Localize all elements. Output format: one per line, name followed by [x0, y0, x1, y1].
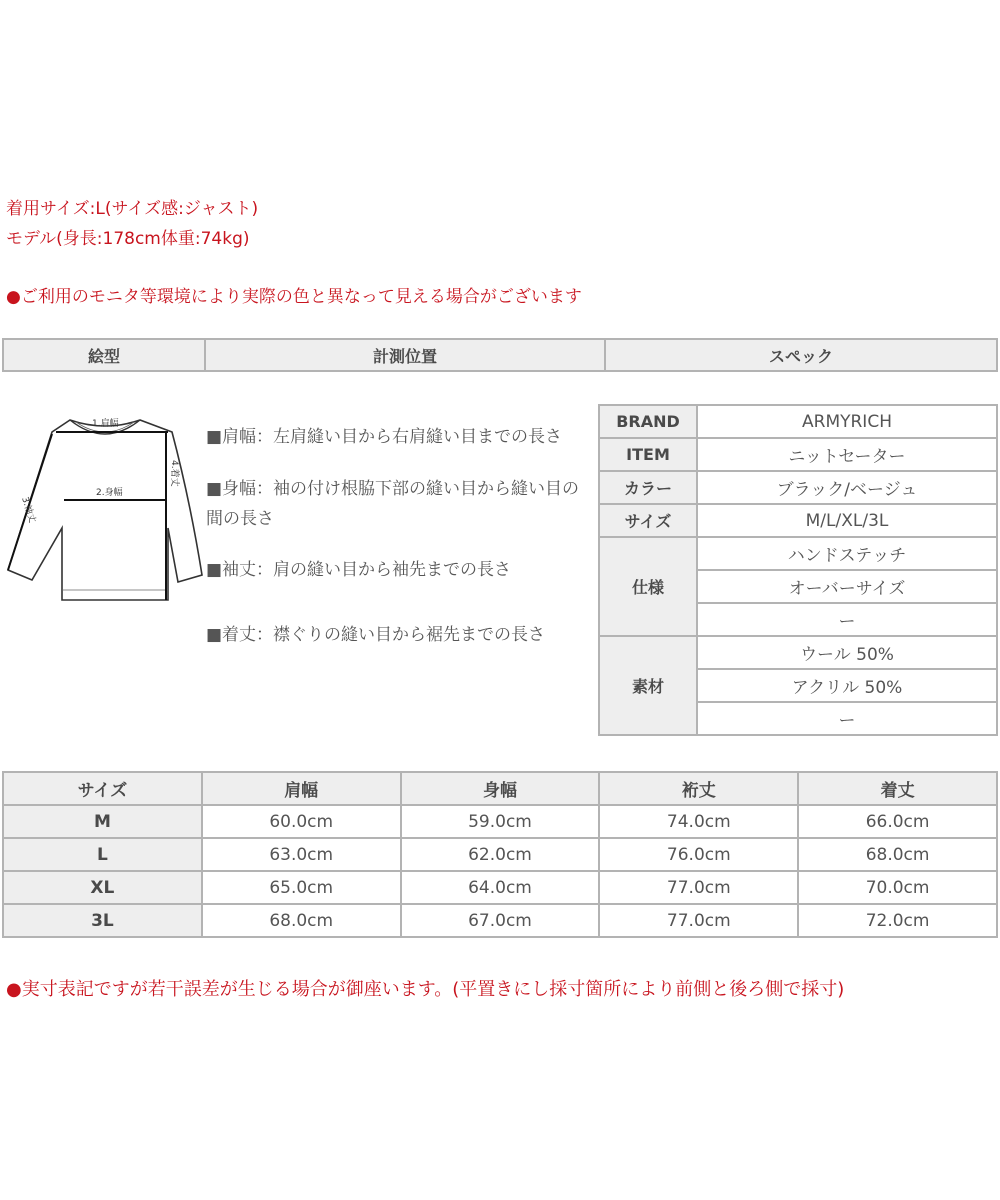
spec-feature-label: 仕様	[599, 537, 697, 636]
table-row	[3, 871, 997, 904]
spec-feature-value: ー	[697, 603, 997, 636]
size-cell: 70.0cm	[798, 871, 997, 904]
spec-color-label: カラー	[599, 471, 697, 504]
size-cell: 60.0cm	[202, 805, 401, 838]
spec-material-value: ウール 50%	[697, 636, 997, 669]
shoulder-label: 1.肩幅	[92, 419, 119, 429]
size-cell: 66.0cm	[798, 805, 997, 838]
size-table	[2, 771, 998, 938]
size-cell: 74.0cm	[599, 805, 798, 838]
size-cell: 68.0cm	[202, 904, 401, 937]
size-header: 身幅	[401, 772, 600, 805]
measure-warning: ●実寸表記ですが若干誤差が生じる場合が御座います。(平置きにし採寸箇所により前側と後ろ側で採寸)	[6, 979, 845, 1000]
header-position: 計測位置	[205, 339, 605, 371]
spec-brand-label: BRAND	[599, 405, 697, 438]
spec-material-label: 素材	[599, 636, 697, 735]
spec-row-size	[599, 504, 997, 537]
desc-shoulder: ■肩幅：左肩縫い目から右肩縫い目までの長さ	[206, 427, 563, 447]
model-body-note: モデル(身長:178cm体重:74kg)	[6, 229, 250, 249]
spec-color-value: ブラック/ベージュ	[697, 471, 997, 504]
header-spec: スペック	[605, 339, 997, 371]
spec-feature-value: ハンドステッチ	[697, 537, 997, 570]
size-table-header-row	[3, 772, 997, 805]
spec-size-label: サイズ	[599, 504, 697, 537]
spec-table	[598, 404, 998, 736]
size-cell: 62.0cm	[401, 838, 600, 871]
spec-row-material-1	[599, 636, 997, 669]
table-row	[3, 805, 997, 838]
desc-length: ■着丈：襟ぐりの縫い目から裾先までの長さ	[206, 625, 546, 645]
desc-sleeve: ■袖丈：肩の縫い目から袖先までの長さ	[206, 560, 512, 580]
sweater-outline	[8, 420, 202, 600]
spec-row-item	[599, 438, 997, 471]
spec-material-value: アクリル 50%	[697, 669, 997, 702]
spec-brand-value: ARMYRICH	[697, 405, 997, 438]
garment-diagram	[0, 410, 210, 615]
spec-row-feature-1	[599, 537, 997, 570]
sleeve-label: 3.袖丈	[19, 495, 37, 525]
spec-row-color	[599, 471, 997, 504]
size-cell: 59.0cm	[401, 805, 600, 838]
section-header-table	[2, 338, 998, 372]
size-header: 肩幅	[202, 772, 401, 805]
size-name: M	[3, 805, 202, 838]
color-warning: ●ご利用のモニタ等環境により実際の色と異なって見える場合がございます	[6, 287, 582, 307]
spec-item-value: ニットセーター	[697, 438, 997, 471]
length-label: 4.着丈	[169, 460, 179, 487]
spec-item-label: ITEM	[599, 438, 697, 471]
body-label: 2.身幅	[96, 488, 123, 498]
table-row	[3, 904, 997, 937]
size-cell: 68.0cm	[798, 838, 997, 871]
size-cell: 77.0cm	[599, 871, 798, 904]
size-cell: 76.0cm	[599, 838, 798, 871]
spec-feature-value: オーバーサイズ	[697, 570, 997, 603]
size-cell: 64.0cm	[401, 871, 600, 904]
size-cell: 67.0cm	[401, 904, 600, 937]
size-header: 着丈	[798, 772, 997, 805]
size-cell: 72.0cm	[798, 904, 997, 937]
size-cell: 63.0cm	[202, 838, 401, 871]
size-name: L	[3, 838, 202, 871]
spec-material-value: ー	[697, 702, 997, 735]
model-size-note: 着用サイズ:L(サイズ感:ジャスト)	[6, 199, 259, 219]
header-pattern: 絵型	[3, 339, 205, 371]
spec-size-value: M/L/XL/3L	[697, 504, 997, 537]
size-cell: 65.0cm	[202, 871, 401, 904]
size-name: 3L	[3, 904, 202, 937]
size-header: 裄丈	[599, 772, 798, 805]
size-cell: 77.0cm	[599, 904, 798, 937]
desc-body: ■身幅：袖の付け根脇下部の縫い目から縫い目の間の長さ	[206, 479, 580, 529]
table-row	[3, 838, 997, 871]
spec-row-brand	[599, 405, 997, 438]
size-header: サイズ	[3, 772, 202, 805]
size-name: XL	[3, 871, 202, 904]
